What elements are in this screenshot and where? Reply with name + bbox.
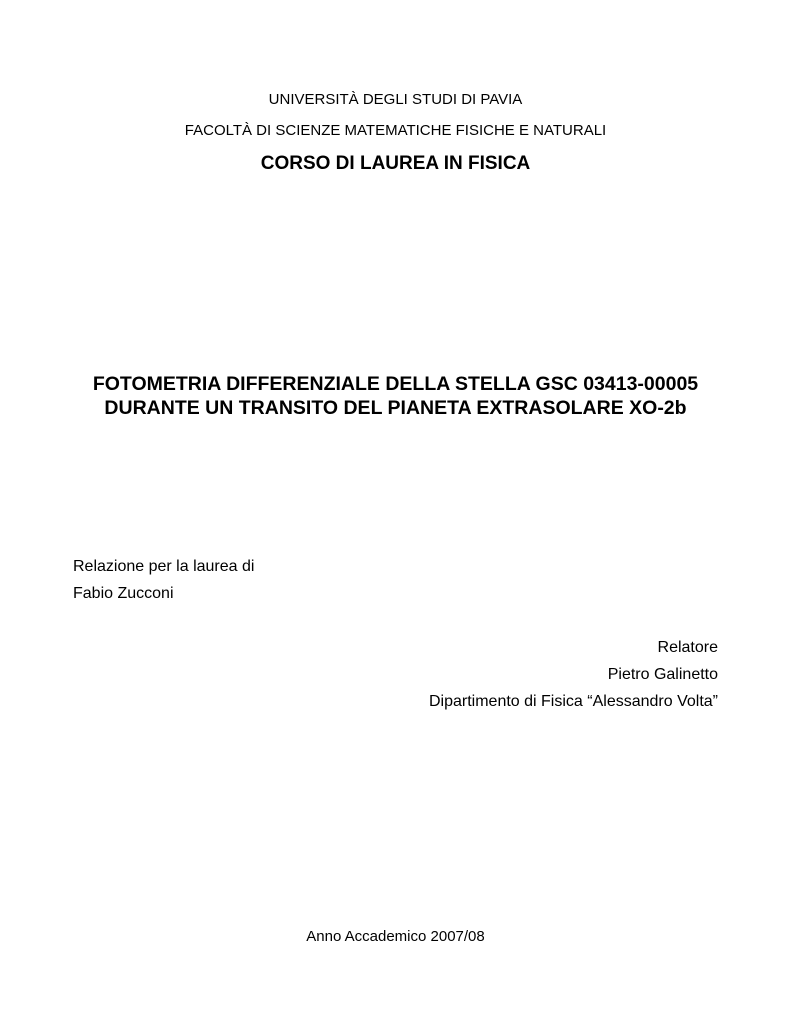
advisor-label: Relatore bbox=[657, 639, 718, 656]
candidate-block bbox=[73, 553, 254, 607]
university-name: UNIVERSITÀ DEGLI STUDI DI PAVIA bbox=[268, 91, 523, 108]
faculty-name: FACOLTÀ DI SCIENZE MATEMATICHE FISICHE E NATURALI bbox=[184, 122, 607, 139]
advisor-name: Pietro Galinetto bbox=[607, 666, 718, 683]
academic-year: Anno Accademico 2007/08 bbox=[306, 928, 485, 945]
course-name: CORSO DI LAUREA IN FISICA bbox=[260, 153, 531, 174]
candidate-name: Fabio Zucconi bbox=[73, 585, 174, 602]
thesis-title-line-1: FOTOMETRIA DIFFERENZIALE DELLA STELLA GSC 03413-00005 bbox=[92, 373, 699, 395]
thesis-title bbox=[0, 372, 791, 420]
advisor-block bbox=[429, 634, 718, 715]
advisor-department: Dipartimento di Fisica “Alessandro Volta” bbox=[428, 693, 718, 710]
thesis-title-line-2: DURANTE UN TRANSITO DEL PIANETA EXTRASOLARE XO-2b bbox=[104, 397, 687, 419]
candidate-label: Relazione per la laurea di bbox=[73, 558, 255, 575]
